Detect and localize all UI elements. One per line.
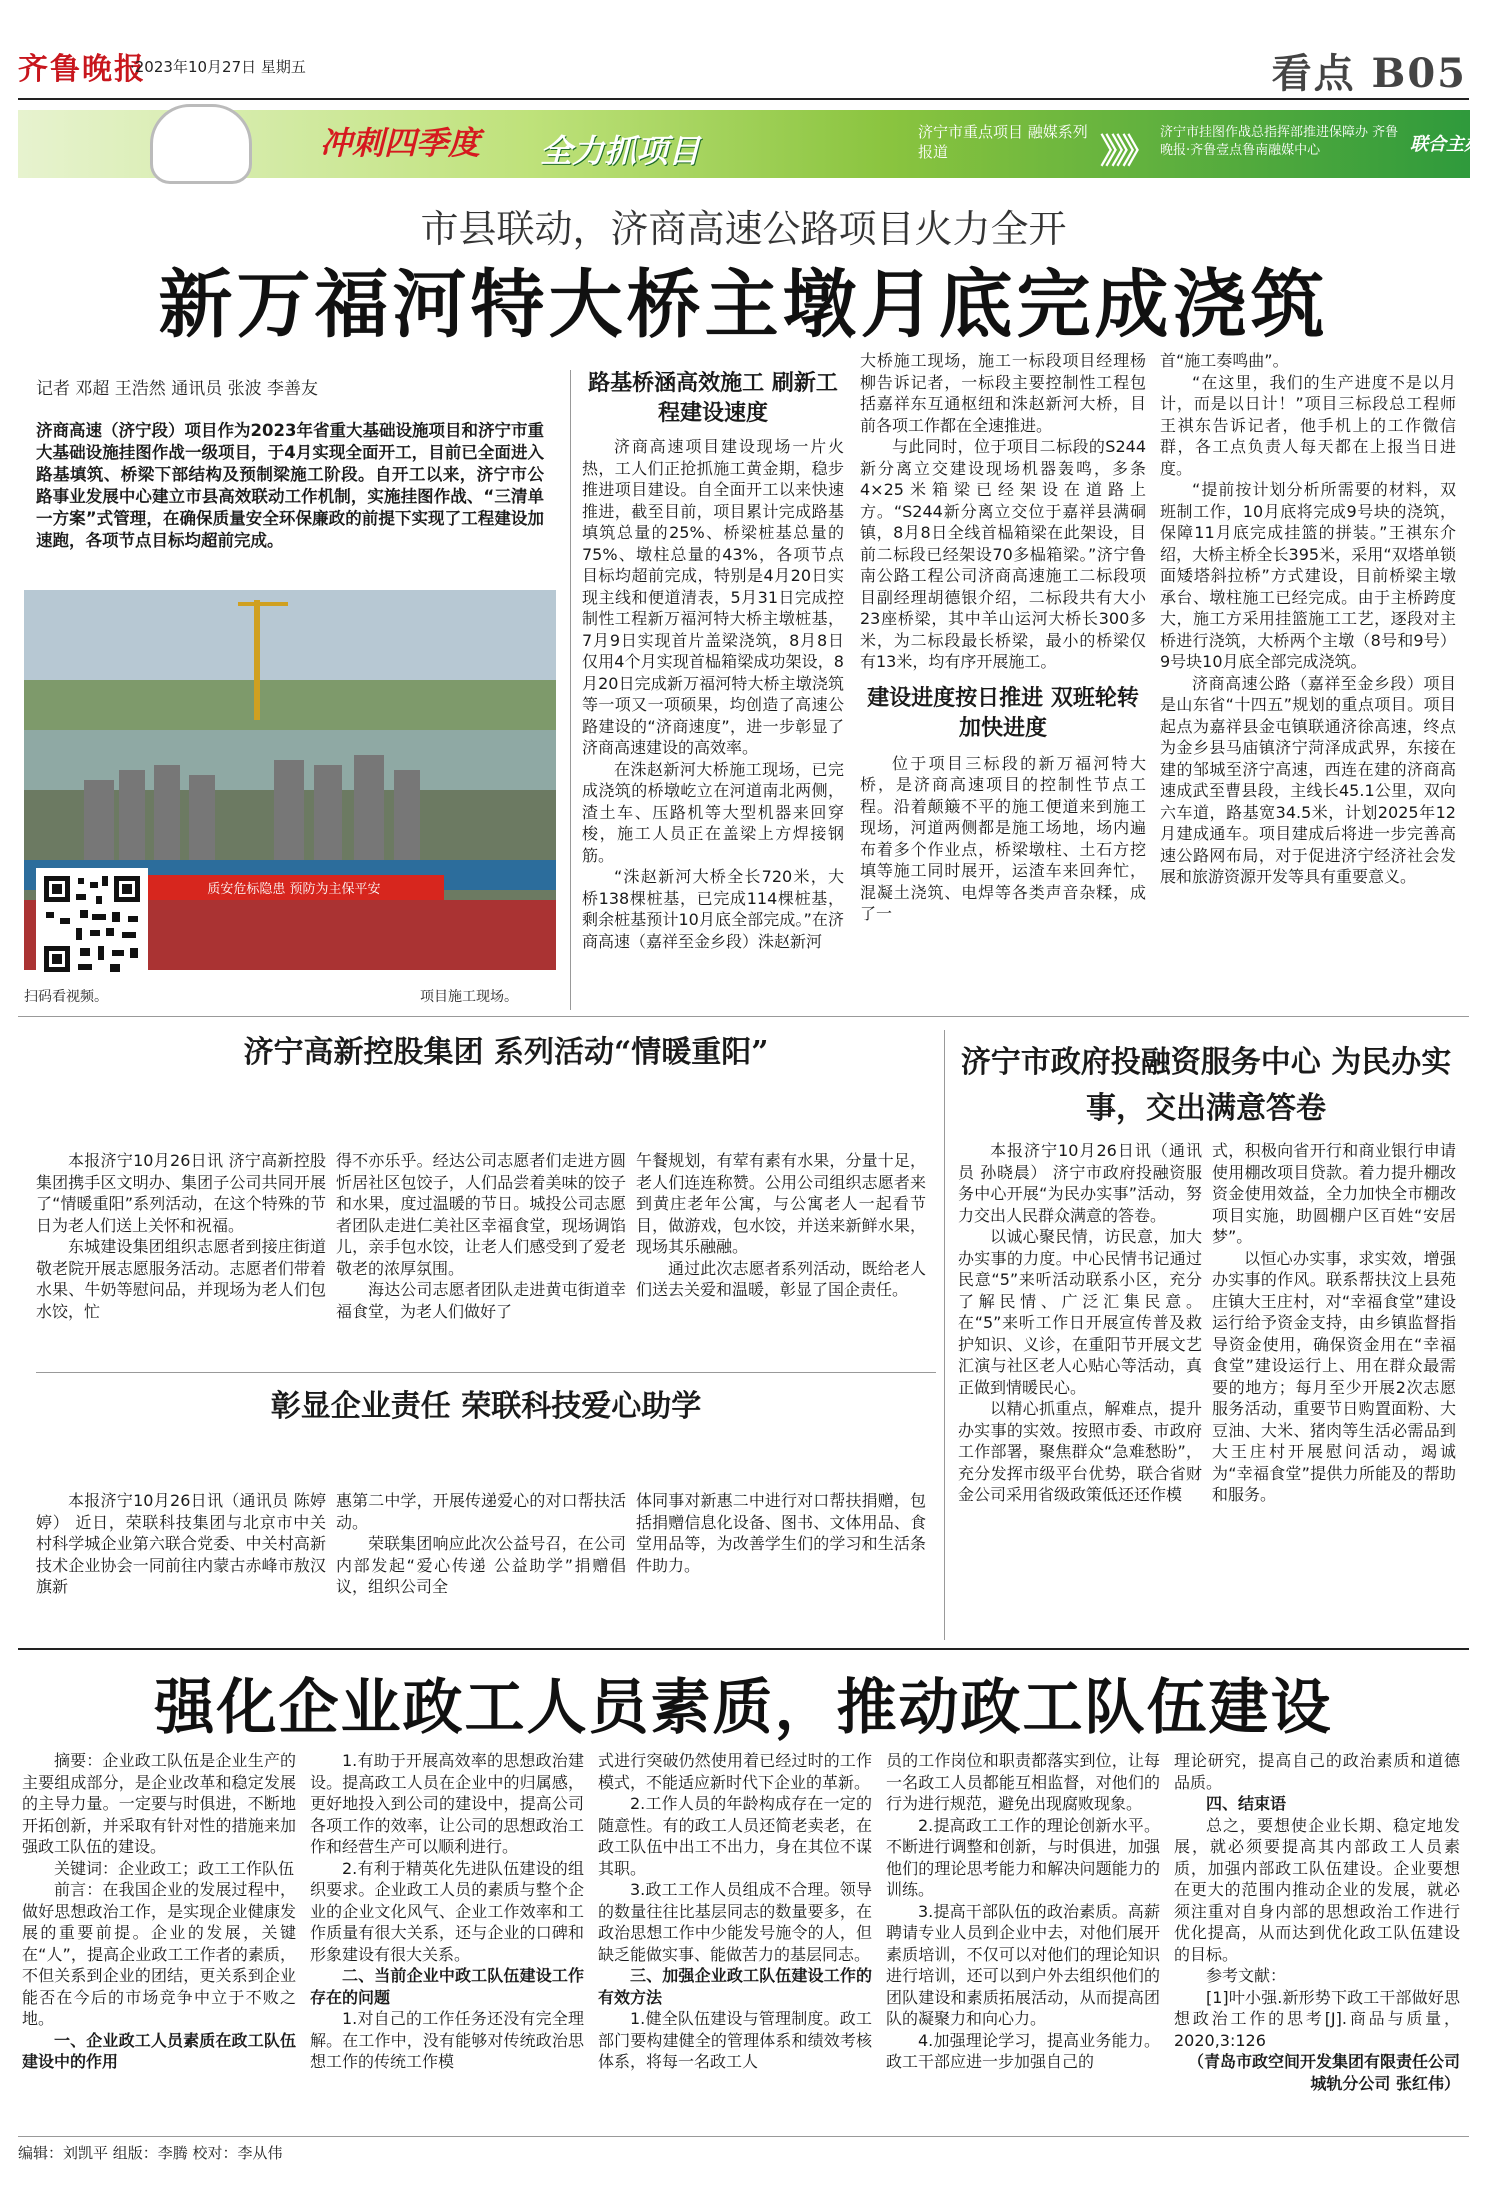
bottom-section-rule	[18, 1648, 1469, 1650]
bottom-c4b: 2.提高政工工作的理论创新水平。不断进行调整和创新，与时俱进，加强他们的理论思考能力和解决问题能力的训练。	[886, 1815, 1160, 1899]
gaoxin-c1b: 东城建设集团组织志愿者到接庄街道敬老院开展志愿服务活动。志愿者们带着水果、牛奶等慰问品，并现场为老人们包水饺，忙	[36, 1237, 326, 1321]
col4-para-2: “在这里，我们的生产进度不是以月计，而是以日计！”项目三标段总工程师王祺东告诉记者，他手机上的工作微信群，各工点负责人每天都在上报当日进度。	[1160, 372, 1456, 478]
main-lead: 济商高速（济宁段）项目作为2023年省重大基础设施项目和济宁市重大基础设施挂图作战一级项目，于4月实现全面开工，目前已全面进入路基填筑、桥梁下部结构及预制梁施工阶段。自开工以来，济宁市公路事业发展中心建立市县高效联动工作机制，实施挂图作战、“三清单一方案”式管理，在确保质量安全环保廉政的前提下实现了工程建设加速跑，各项节点目标均超前完成。	[36, 421, 544, 550]
bottom-headline: 强化企业政工人员素质，推动政工队伍建设	[154, 1673, 1333, 1743]
bottom-c2c: 二、当前企业中政工队伍建设工作存在的问题	[310, 1966, 584, 2007]
banner-joint: 联合主办	[1410, 134, 1482, 155]
touronzi-c2b: 以恒心办实事，求实效，增强办实事的作风。联系帮扶汶上县苑庄镇大王庄村，对“幸福食堂”建设运行给予资金支持，由乡镇监督指导资金使用，确保资金用在“幸福食堂”建设运行上、用在群众最需要的地方；每月至少开展2次志愿服务活动，重要节日购置面粉、大豆油、大米、猪肉等生活必需品到大王庄村开展慰问活动，竭诚为“幸福食堂”提供力所能及的帮助和服务。	[1212, 1248, 1456, 1504]
touronzi-c1b: 以诚心聚民情，访民意，加大办实事的力度。中心民情书记通过民意“5”来听活动联系小区，充分了解民情、广泛汇集民意。在“5”来听工作日开展宣传普及救护知识、义诊，在重阳节开展文艺汇演与社区老人心贴心等活动，真正做到情暖民心。	[958, 1227, 1202, 1397]
main-byline: 记者 邓超 王浩然 通讯员 张波 李善友	[36, 379, 319, 399]
col2-para-3: “洙赵新河大桥全长720米，大桥138棵桩基，已完成114棵桩基，剩余桩基预计10月底全部完成。”在济商高速（嘉祥至金乡段）洙赵新河	[582, 867, 844, 951]
column-rule	[570, 370, 571, 1010]
ronglian-title: 彰显企业责任 荣联科技爱心助学	[270, 1389, 702, 1424]
bottom-c4d: 4.加强理论学习，提高业务能力。政工干部应进一步加强自己的	[886, 2030, 1160, 2071]
banner-slogan-white: 全力抓项目	[540, 132, 701, 170]
gaoxin-c1: 本报济宁10月26日讯 济宁高新控股集团携手区文明办、集团子公司共同开展了“情暖重阳”系列活动，在这个特殊的节日为老人们送上关怀和祝福。	[36, 1151, 326, 1235]
gaoxin-title: 济宁高新控股集团 系列活动“情暖重阳”	[243, 1035, 769, 1070]
ronglian-c2: 惠第二中学，开展传递爱心的对口帮扶活动。	[336, 1491, 626, 1532]
qr-code[interactable]	[36, 868, 148, 980]
bottom-c2d: 1.对自己的工作任务还没有完全理解。在工作中，没有能够对传统政治思想工作的传统工作模	[310, 2009, 584, 2071]
bottom-column-2	[310, 1750, 584, 2073]
bottom-c2b: 2.有利于精英化先进队伍建设的组织要求。企业政工人员的素质与整个企业的企业文化风气、企业工作效率和工作质量有很大关系，还与企业的口碑和形象建设有很大关系。	[310, 1858, 584, 1964]
col2-para-1: 济商高速项目建设现场一片火热，工人们正抢抓施工黄金期，稳步推进项目建设。自全面开工以来快速推进，截至目前，项目累计完成路基填筑总量的25%、桥梁桩基总量的75%、墩柱总量的43%，各项节点目标均超前完成，特别是4月20日实现主线和便道清表，5月31日完成控制性工程新万福河特大桥主墩桩基，7月9日实现首片盖梁浇筑，8月8日仅用4个月实现首榀箱梁成功架设，8月20日完成新万福河特大桥主墩浇筑等一项又一项硕果，均创造了高速公路建设的“济商速度”，进一步彰显了济商高速建设的高效率。	[582, 437, 844, 757]
bottom-column-4	[886, 1750, 1160, 2073]
footer-rule	[18, 2136, 1469, 2137]
col4-para-4: 济商高速公路（嘉祥至金乡段）项目是山东省“十四五”规划的重点项目。项目起点为嘉祥县金屯镇联通济徐高速，终点为金乡县马庙镇济宁菏泽成武界，东接在建的邹城至济宁高速，西连在建的济商高速成武至曹县段，主线长45.1公里，双向六车道，路基宽34.5米，计划2025年12月建成通车。项目建成后将进一步完善高速公路网布局，对于促进济宁经济社会发展和旅游资源开发等具有重要意义。	[1160, 673, 1456, 886]
touronzi-title: 济宁市政府投融资服务中心 为民办实事，交出满意答卷	[960, 1045, 1452, 1126]
photo-safety-banner: 质安危标隐患 预防为主保平安	[207, 882, 381, 897]
bottom-column-1	[22, 1750, 296, 2073]
ronglian-c3: 体同事对新惠二中进行对口帮扶捐赠，包括捐赠信息化设备、图书、文体用品、食堂用品等，为改善学生们的学习和生活条件助力。	[636, 1491, 926, 1575]
touronzi-column-2	[1212, 1140, 1456, 1506]
gaoxin-c3: 午餐规划，有荤有素有水果，分量十足，老人们连连称赞。公用公司组织志愿者来到黄庄老年公寓，与公寓老人一起看节目，做游戏，包水饺，并送来新鲜水果，现场其乐融融。	[636, 1151, 926, 1256]
paper-logo: 齐鲁晚报	[18, 52, 146, 87]
main-kicker: 市县联动，济商高速公路项目火力全开	[420, 207, 1067, 251]
col3-para-1: 大桥施工现场，施工一标段项目经理杨柳告诉记者，一标段主要控制性工程包括嘉祥东互通枢纽和洙赵新河大桥，目前各项工作都在全速推进。	[860, 351, 1146, 435]
ronglian-column-3	[636, 1490, 926, 1576]
section-rule	[18, 1016, 1469, 1017]
section-label: 看点 B05	[1271, 50, 1467, 97]
bottom-c3d: 三、加强企业政工队伍建设工作的有效方法	[598, 1966, 872, 2007]
subhead-1: 路基桥涵高效施工 刷新工程建设速度	[588, 370, 838, 426]
bottom-c1c: 前言：在我国企业的发展过程中，做好思想政治工作，是实现企业健康发展的重要前提。企业的发展，关键在“人”，提高企业政工工作者的素质，不但关系到企业的团结，更关系到企业能否在今后的市场竞争中立于不败之地。	[22, 1880, 296, 2028]
bottom-c5c: 总之，要想使企业长期、稳定地发展，就必须要提高其内部政工人员素质，加强内部政工队伍建设。企业要想在更大的范围内推动企业的发展，就必须注重对自身内部的思想政治工作进行优化提高，从而达到优化政工队伍建设的目标。	[1174, 1815, 1460, 1964]
gaoxin-column-2	[336, 1150, 626, 1322]
bottom-c5b: 四、结束语	[1206, 1794, 1287, 1813]
col3-para-2: 与此同时，位于项目二标段的S244新分离立交建设现场机器轰鸣，多条4×25米箱梁已经架设在道路上方。“S244新分离立交位于嘉祥县满硐镇，8月8日全线首榀箱梁在此架设，目前二标段已经架设70多榀箱梁。”济宁鲁南公路工程公司济商高速施工二标段项目副经理胡德银介绍，二标段共有大小23座桥梁，其中羊山运河大桥长300多米，为二标段最长桥梁，最小的桥梁仅有13米，均有序开展施工。	[860, 437, 1146, 671]
touronzi-c1c: 以精心抓重点，解难点，提升办实事的实效。按照市委、市政府工作部署，聚焦群众“急难愁盼”，充分发挥市级平台优势，联合省财金公司采用省级政策低还还作模	[958, 1399, 1202, 1504]
banner-partners: 济宁市挂图作战总指挥部推进保障办 齐鲁晚报·齐鲁壹点鲁南融媒中心	[1160, 125, 1399, 158]
ronglian-c2b: 荣联集团响应此次公益号召，在公司内部发起“爱心传递 公益助学”捐赠倡议，组织公司全	[336, 1534, 626, 1596]
col3-para-3: 位于项目三标段的新万福河特大桥，是济商高速项目的控制性节点工程。沿着颠簸不平的施工便道来到施工现场，河道两侧都是施工场地，场内遍布着多个作业点，桥梁墩柱、土石方挖填等施工同时展开，运渣车来回奔忙，混凝土浇筑、电焊等各类声音杂糅，成了一	[860, 753, 1146, 923]
photo-caption: 项目施工现场。	[420, 989, 518, 1005]
bottom-c2a: 1.有助于开展高效率的思想政治建设。提高政工人员在企业中的归属感，更好地投入到公司的建设中，提高公司各项工作的效率，让公司的思想政治工作和经营生产可以顺利进行。	[310, 1751, 584, 1856]
touronzi-column-1	[958, 1140, 1202, 1506]
bottom-c3a: 式进行突破仍然使用着已经过时的工作模式，不能适应新时代下企业的革新。	[598, 1751, 872, 1792]
ronglian-column-2	[336, 1490, 626, 1598]
story-divider	[944, 1030, 945, 1640]
qr-caption: 扫码看视频。	[24, 989, 108, 1005]
col2-para-2: 在洙赵新河大桥施工现场，已完成浇筑的桥墩屹立在河道南北两侧，渣土车、压路机等大型机器来回穿梭，施工人员正在盖梁上方焊接钢筋。	[582, 759, 844, 865]
gaoxin-c2: 得不亦乐乎。经达公司志愿者们走进方圆忻居社区包饺子，人们品尝着美味的饺子和水果，度过温暖的节日。城投公司志愿者团队走进仁美社区幸福食堂，现场调馅儿，亲手包水饺，让老人们感受到了爱老敬老的浓厚氛围。	[336, 1151, 626, 1278]
subhead-2: 建设进度按日推进 双班轮转加快进度	[867, 684, 1139, 741]
bottom-signature: （青岛市政空间开发集团有限责任公司城轨分公司 张红伟）	[1187, 2052, 1460, 2093]
ronglian-column-1	[36, 1490, 326, 1598]
ronglian-c1: 本报济宁10月26日讯（通讯员 陈婷婷） 近日，荣联科技集团与北京市中关村科学城企业第六联合党委、中关村高新技术企业协会一同前往内蒙古赤峰市敖汉旗新	[36, 1491, 326, 1596]
banner-series-label: 济宁市重点项目 融媒系列报道	[918, 123, 1088, 161]
gaoxin-c2b: 海达公司志愿者团队走进黄屯街道幸福食堂，为老人们做好了	[336, 1280, 626, 1321]
bottom-c3b: 2.工作人员的年龄构成存在一定的随意性。有的政工人员还简老卖老，在政工队伍中出工不出力，身在其位不谋其职。	[598, 1794, 872, 1878]
touronzi-c2a: 式，积极向省开行和商业银行申请使用棚改项目贷款。着力提升棚改资金使用效益，全力加快全市棚改项目实施，助圆棚户区百姓“安居梦”。	[1212, 1141, 1456, 1246]
chevrons-icon: 》》》	[1100, 132, 1150, 172]
bottom-column-5	[1174, 1750, 1460, 2094]
gaoxin-column-1	[36, 1150, 326, 1322]
bottom-c1a: 摘要：企业政工队伍是企业生产的主要组成部分，是企业改革和稳定发展的主导力量。一定要与时俱进，不断地开拓创新，并采取有针对性的措施来加强政工队伍的建设。	[22, 1751, 296, 1856]
main-column-3	[860, 350, 1146, 925]
editor-credits: 编辑：刘凯平 组版：李腾 校对：李从伟	[18, 2144, 283, 2162]
bottom-c5e: [1]叶小强.新形势下政工干部做好思想政治工作的思考[J].商品与质量，2020,3:126	[1174, 1987, 1460, 2050]
bottom-c4a: 员的工作岗位和职责都落实到位，让每一名政工人员都能互相监督，对他们的行为进行规范，避免出现腐败现象。	[886, 1751, 1160, 1813]
date-line: ·2023年10月27日 星期五	[130, 58, 306, 76]
bottom-c5a: 理论研究，提高自己的政治素质和道德品质。	[1174, 1751, 1460, 1792]
gaoxin-c3b: 通过此次志愿者系列活动，既给老人们送去关爱和温暖，彰显了国企责任。	[636, 1258, 926, 1299]
bottom-c4c: 3.提高干部队伍的政治素质。高薪聘请专业人员到企业中去，对他们展开素质培训，不仅可以对他们的理论知识进行培训，还可以到户外去组织他们的团队建设和素质拓展活动，从而提高团队的凝聚力和向心力。	[886, 1901, 1160, 2028]
bottom-column-3	[598, 1750, 872, 2073]
touronzi-c1a: 本报济宁10月26日讯（通讯员 孙晓晨） 济宁市政府投融资服务中心开展“为民办实事”活动，努力交出人民群众满意的答卷。	[958, 1141, 1202, 1225]
gaoxin-column-3	[636, 1150, 926, 1301]
story-rule	[36, 1372, 936, 1373]
main-headline: 新万福河特大桥主墩月底完成浇筑	[158, 262, 1329, 348]
bottom-c3c: 3.政工工作人员组成不合理。领导的数量往往比基层同志的数量要多，在政治思想工作中少能发号施令的人，但缺乏能做实事、能做苦力的基层同志。	[598, 1880, 872, 1964]
main-column-4	[1160, 350, 1456, 888]
bottom-c1b: 关键词：企业政工；政工工作队伍	[54, 1858, 295, 1878]
main-column-2	[582, 368, 844, 952]
banner-slogan-red: 冲刺四季度	[320, 124, 481, 162]
fist-icon	[150, 104, 252, 184]
col4-para-1: 首“施工奏鸣曲”。	[1160, 351, 1289, 370]
qr-code-icon	[40, 872, 144, 976]
col4-para-3: “提前按计划分析所需要的材料，双班制工作，10月底将完成9号块的浇筑，保障11月底完成挂篮的拼装。”王祺东介绍，大桥主桥全长395米，采用“双塔单锁面矮塔斜拉桥”方式建设，目前桥梁主墩承台、墩柱施工已经完成。由于主桥跨度大，施工方采用挂篮施工工艺，逐段对主桥进行浇筑，大桥两个主墩（8号和9号）9号块10月底全部完成浇筑。	[1160, 480, 1456, 671]
bottom-c3e: 1.健全队伍建设与管理制度。政工部门要构建健全的管理体系和绩效考核体系，将每一名政工人	[598, 2009, 872, 2071]
bottom-c1d: 一、企业政工人员素质在政工队伍建设中的作用	[22, 2030, 296, 2071]
bottom-c5d: 参考文献：	[1206, 1966, 1287, 1985]
masthead-rule	[18, 98, 1469, 100]
